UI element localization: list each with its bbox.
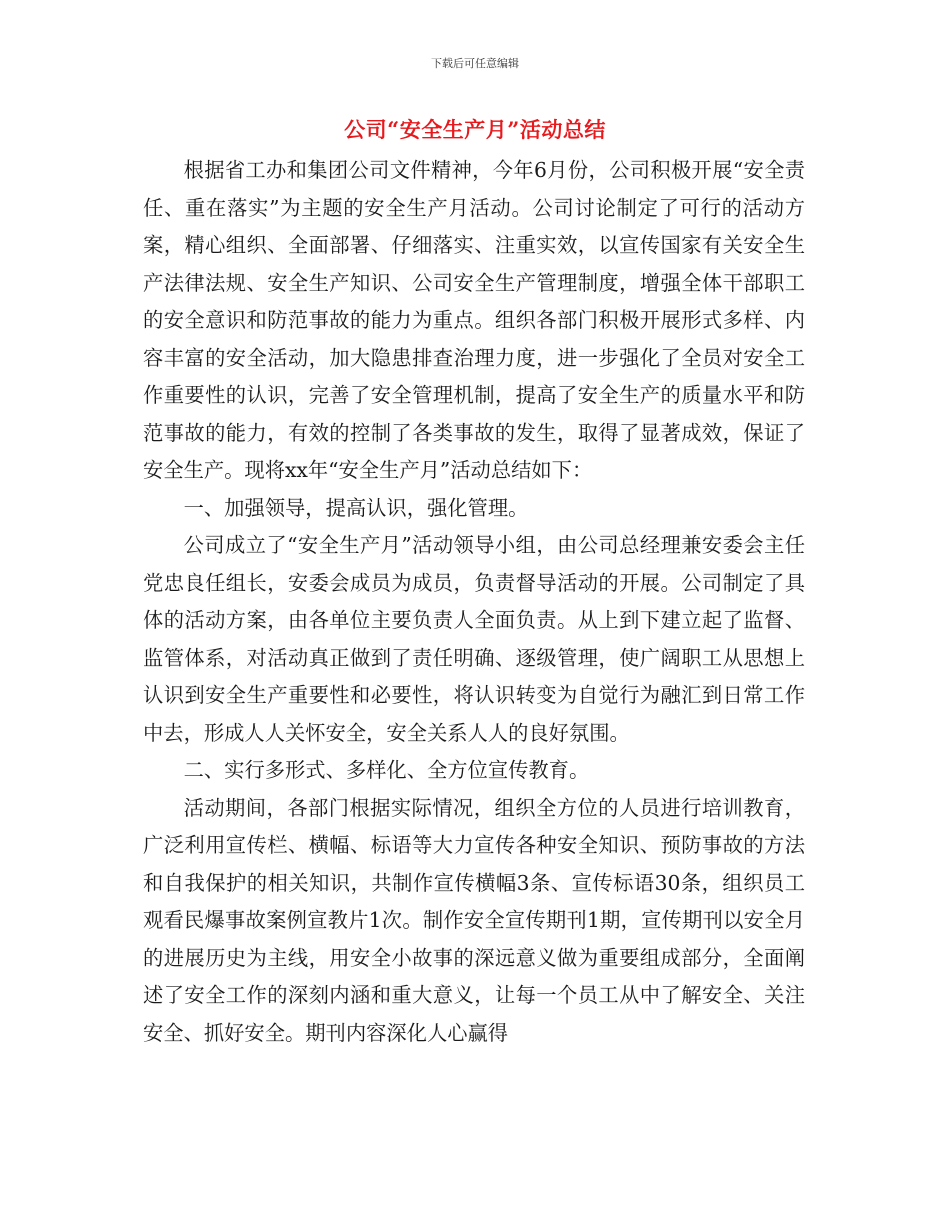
paragraph-section-1: 公司成立了“安全生产月”活动领导小组，由公司总经理兼安委会主任党忠良任组长，安委会成员为成员，负责督导活动的开展。公司制定了具体的活动方案，由各单位主要负责人全面负责。从上到下建立起了监督、监管体系，对活动真正做到了责任明确、逐级管理，使广阔职工从思想上认识到安全生产重要性和必要性，将认识转变为自觉行为融汇到日常工作中去，形成人人关怀安全，安全关系人人的良好氛围。 [143,533,805,745]
document-body [143,152,805,1052]
section-heading-2: 二、实行多形式、多样化、全方位宣传教育。 [183,758,590,782]
section-heading-1: 一、加强领导，提高认识，强化管理。 [183,495,529,520]
header-note: 下载后可任意编辑 [431,57,519,70]
paragraph-intro: 根据省工办和集团公司文件精神，今年6月份，公司积极开展“安全责任、重在落实”为主题的安全生产月活动。公司讨论制定了可行的活动方案，精心组织、全面部署、仔细落实、注重实效，以宣传国家有关安全生产法律法规、安全生产知识、公司安全生产管理制度，增强全体干部职工的安全意识和防范事故的能力为重点。组织各部门积极开展形式多样、内容丰富的安全活动，加大隐患排查治理力度，进一步强化了全员对安全工作重要性的认识，完善了安全管理机制，提高了安全生产的质量水平和防范事故的能力，有效的控制了各类事故的发生，取得了显著成效，保证了安全生产。现将xx年“安全生产月”活动总结如下： [143,158,805,482]
paragraph-section-2: 活动期间，各部门根据实际情况，组织全方位的人员进行培训教育，广泛利用宣传栏、横幅、标语等大力宣传各种安全知识、预防事故的方法和自我保护的相关知识，共制作宣传横幅3条、宣传标语30条，组织员工观看民爆事故案例宣教片1次。制作安全宣传期刊1期，宣传期刊以安全月的进展历史为主线，用安全小故事的深远意义做为重要组成部分，全面阐述了安全工作的深刻内涵和重大意义，让每一个员工从中了解安全、关注安全、抓好安全。期刊内容深化人心赢得 [143,795,805,1045]
document-title: 公司“安全生产月”活动总结 [344,117,606,142]
